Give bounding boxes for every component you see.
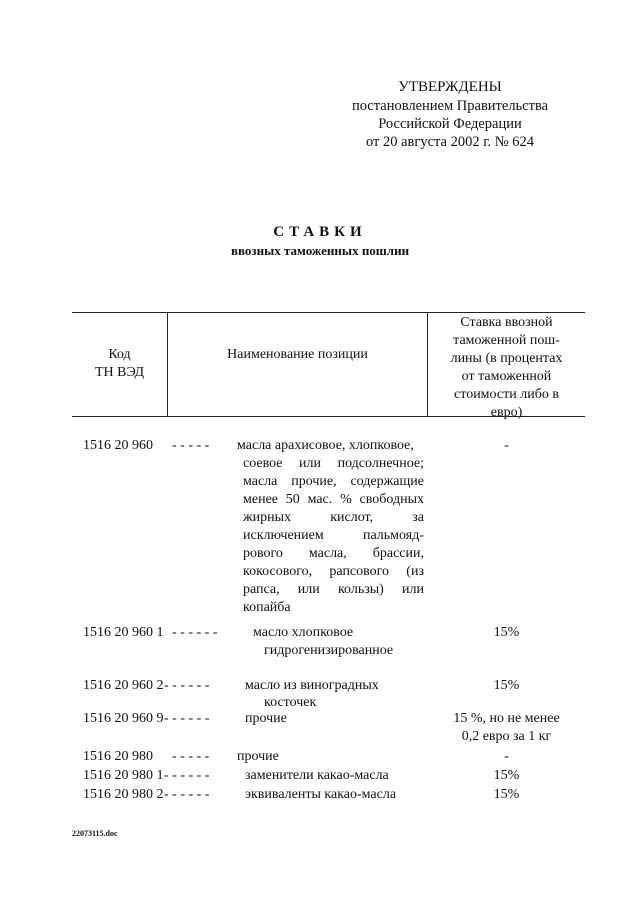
row-name-line: заменители какао-масла	[245, 768, 389, 783]
header-rate	[428, 314, 585, 422]
header-rate-line: таможенной пош-	[453, 333, 560, 348]
column-divider	[167, 312, 168, 417]
row-name-line: исключением пальмояд-	[243, 528, 424, 543]
row-name-line: прочие	[245, 711, 287, 726]
row-rate: 15%	[493, 768, 520, 783]
row-dashes: - - - - - -	[164, 711, 210, 726]
document-subtitle: ввозных таможенных пошлин	[230, 243, 410, 258]
approval-line: постановлением Правительства	[351, 98, 549, 114]
row-name-line: менее 50 мас. % свободных	[243, 492, 424, 507]
row-name-line: масла прочие, содержащие	[243, 474, 424, 489]
row-code: 1516 20 960	[83, 438, 153, 453]
row-dashes: - - - - - -	[164, 678, 210, 693]
row-name-line: рапса, или кользы) или	[243, 582, 424, 597]
row-name-line: эквиваленты какао-масла	[245, 787, 397, 802]
row-code: 1516 20 960 1	[83, 625, 164, 640]
row-name-line: соевое или подсолнечное;	[243, 456, 424, 471]
header-rate-line: лины (в процентах	[450, 351, 563, 366]
row-name-line: косточек	[264, 695, 317, 710]
row-dashes: - - - - - -	[164, 787, 210, 802]
row-name-line: рового масла, брассии,	[243, 546, 424, 561]
row-code: 1516 20 980	[83, 749, 153, 764]
row-code: 1516 20 980 1	[83, 768, 164, 783]
row-name-line: масло хлопковое	[253, 625, 354, 640]
row-rate: -	[504, 438, 509, 453]
row-name-line: гидрогенизированное	[264, 643, 394, 658]
approval-title: УТВЕРЖДЕНЫ	[398, 79, 502, 95]
row-name-line: кокосового, рапсового (из	[243, 564, 424, 579]
header-code-line: ТН ВЭД	[94, 365, 145, 380]
approval-line: Российской Федерации	[378, 116, 522, 132]
row-code: 1516 20 960 9	[83, 711, 164, 726]
header-rate-line: евро)	[490, 405, 523, 420]
row-name-line: копайба	[243, 600, 291, 615]
footer-filename: 22073115.doc	[72, 829, 118, 838]
header-code	[72, 346, 167, 382]
row-dashes: - - - - - -	[164, 768, 210, 783]
row-name-line: масла арахисовое, хлопковое,	[237, 438, 414, 453]
document-title: СТАВКИ	[273, 224, 367, 240]
row-name-line: масло из виноградных	[245, 678, 379, 693]
header-rate-line: Ставка ввозной	[460, 315, 553, 330]
row-dashes: - - - - - -	[172, 625, 218, 640]
row-code: 1516 20 960 2	[83, 678, 164, 693]
row-rate: 15%	[493, 787, 520, 802]
row-rate: 15%	[493, 678, 520, 693]
row-code: 1516 20 980 2	[83, 787, 164, 802]
row-rate: 15%	[493, 625, 520, 640]
table-top-rule	[72, 312, 585, 313]
row-name-line: прочие	[237, 749, 279, 764]
row-dashes: - - - - -	[172, 749, 210, 764]
header-rate-line: стоимости либо в	[454, 387, 559, 402]
row-name-line: жирных кислот, за	[243, 510, 424, 525]
row-rate: -	[504, 749, 509, 764]
row-dashes: - - - - -	[172, 438, 210, 453]
header-code-line: Код	[108, 347, 131, 362]
row-rate: 0,2 евро за 1 кг	[461, 729, 552, 744]
row-rate: 15 %, но не менее	[453, 711, 560, 726]
approval-line: от 20 августа 2002 г. № 624	[365, 134, 535, 150]
header-name: Наименование позиции	[227, 347, 368, 362]
header-rate-line: от таможенной	[461, 369, 552, 384]
